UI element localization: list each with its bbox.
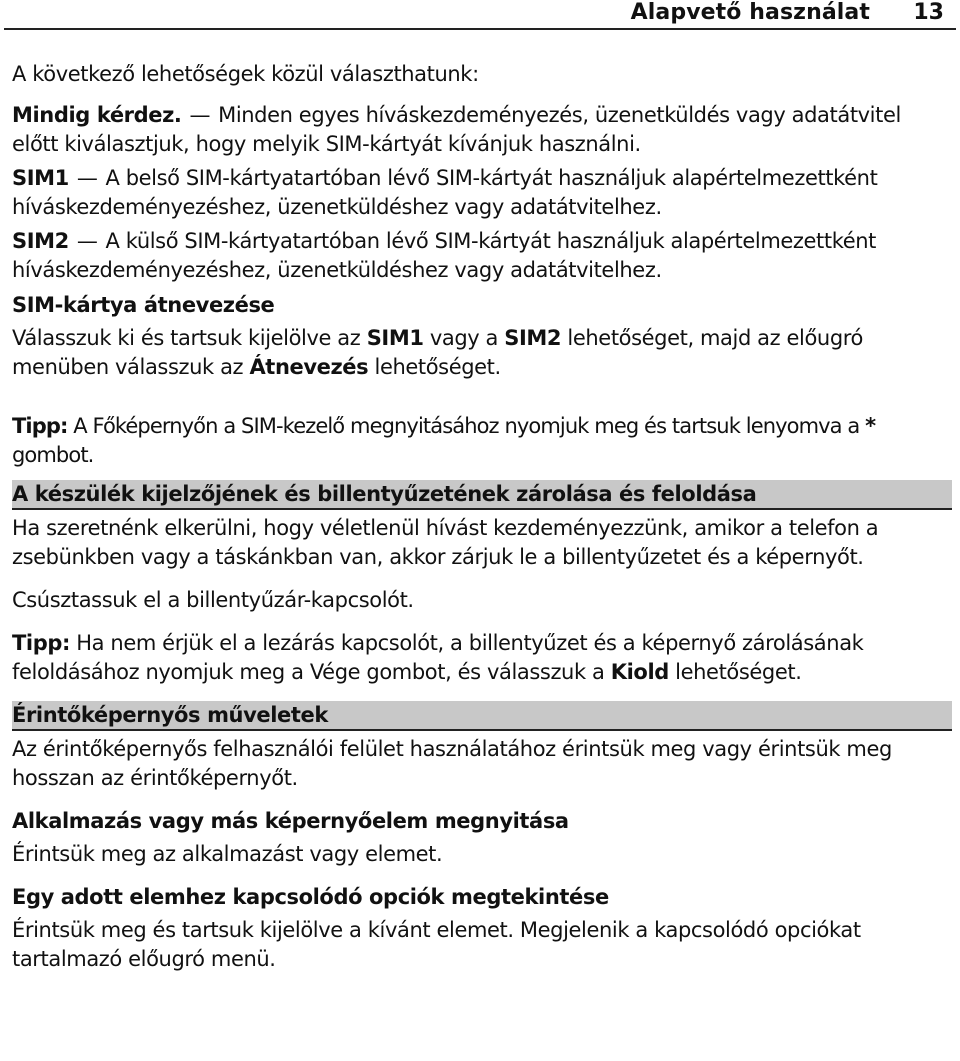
- touch-paragraph: Az érintőképernyős felhasználói felület használatához érintsük meg vagy érintsük meg hosszan az érintőképernyőt.: [12, 737, 892, 790]
- chapter-title: Alapvető használat: [630, 0, 870, 25]
- text: Válasszuk ki és tartsuk kijelölve az: [12, 326, 367, 350]
- em-dash: —: [76, 166, 98, 190]
- lock-step: Csúsztassuk el a billentyűzár-kapcsolót.: [12, 588, 414, 612]
- option-desc: A belső SIM-kártyatartóban lévő SIM-kártyát használjuk alapértelmezettként híváskezdeményezéshez, üzenetküldéshez vagy adatátvitelhez.: [12, 166, 878, 219]
- em-dash: —: [189, 103, 211, 127]
- tip-sim-manager: [12, 412, 952, 470]
- page-header: [4, 0, 956, 30]
- sim2-option: SIM2: [504, 326, 562, 350]
- star-key: *: [865, 414, 876, 438]
- tip-unlock: [12, 629, 952, 687]
- unlock-option: Kiold: [610, 660, 669, 684]
- touch-section-heading: Érintőképernyős műveletek: [12, 701, 952, 731]
- lock-section-heading: A készülék kijelzőjének és billentyűzetének zárolása és feloldása: [12, 480, 952, 510]
- option-term: SIM1: [12, 166, 69, 190]
- tip-text: Ha nem érjük el a lezárás kapcsolót, a billentyűzet és a képernyő zárolásának feloldásához nyomjuk meg a Vége gombot, és válasszuk a: [12, 631, 864, 684]
- option-term: SIM2: [12, 229, 69, 253]
- open-item-heading: Alkalmazás vagy más képernyőelem megnyitása: [12, 809, 569, 833]
- tip-text: lehetőséget.: [668, 660, 802, 684]
- option-always-ask: [12, 101, 952, 159]
- option-sim2: [12, 227, 952, 285]
- page-number: 13: [913, 0, 944, 25]
- options-heading: Egy adott elemhez kapcsolódó opciók megtekintése: [12, 885, 609, 909]
- tip-text: gombot.: [12, 443, 94, 467]
- lock-paragraph: Ha szeretnénk elkerülni, hogy véletlenül hívást kezdeményezzünk, amikor a telefon a zsebünkben vagy a táskánkban van, akkor zárjuk le a billentyűzetet és a képernyőt.: [12, 516, 879, 569]
- text: lehetőséget.: [368, 355, 501, 379]
- tip-label: Tipp:: [12, 414, 68, 438]
- text: lehetőséget, majd az előugró menüben válasszuk az: [12, 326, 863, 379]
- sim1-option: SIM1: [366, 326, 424, 350]
- option-desc: Minden egyes híváskezdeményezés, üzenetküldés vagy adatátvitel előtt kiválasztjuk, hogy melyik SIM-kártyát kívánjuk használni.: [12, 103, 901, 156]
- intro-text: A következő lehetőségek közül választhatunk:: [12, 62, 479, 86]
- text: vagy a: [423, 326, 505, 350]
- page-content: [12, 60, 952, 974]
- rename-option: Átnevezés: [249, 355, 369, 379]
- em-dash: —: [76, 229, 98, 253]
- tip-text: A Főképernyőn a SIM-kezelő megnyitásához nyomjuk meg és tartsuk lenyomva a: [67, 414, 866, 438]
- option-sim1: [12, 164, 952, 222]
- rename-heading: SIM-kártya átnevezése: [12, 293, 275, 317]
- option-desc: A külső SIM-kártyatartóban lévő SIM-kártyát használjuk alapértelmezettként híváskezdeményezéshez, üzenetküldéshez vagy adatátvitelhez.: [12, 229, 876, 282]
- options-text: Érintsük meg és tartsuk kijelölve a kívánt elemet. Megjelenik a kapcsolódó opciókat tartalmazó előugró menü.: [12, 918, 861, 971]
- tip-label: Tipp:: [12, 631, 70, 655]
- open-item-text: Érintsük meg az alkalmazást vagy elemet.: [12, 842, 443, 866]
- option-term: Mindig kérdez.: [12, 103, 182, 127]
- rename-paragraph: [12, 324, 952, 382]
